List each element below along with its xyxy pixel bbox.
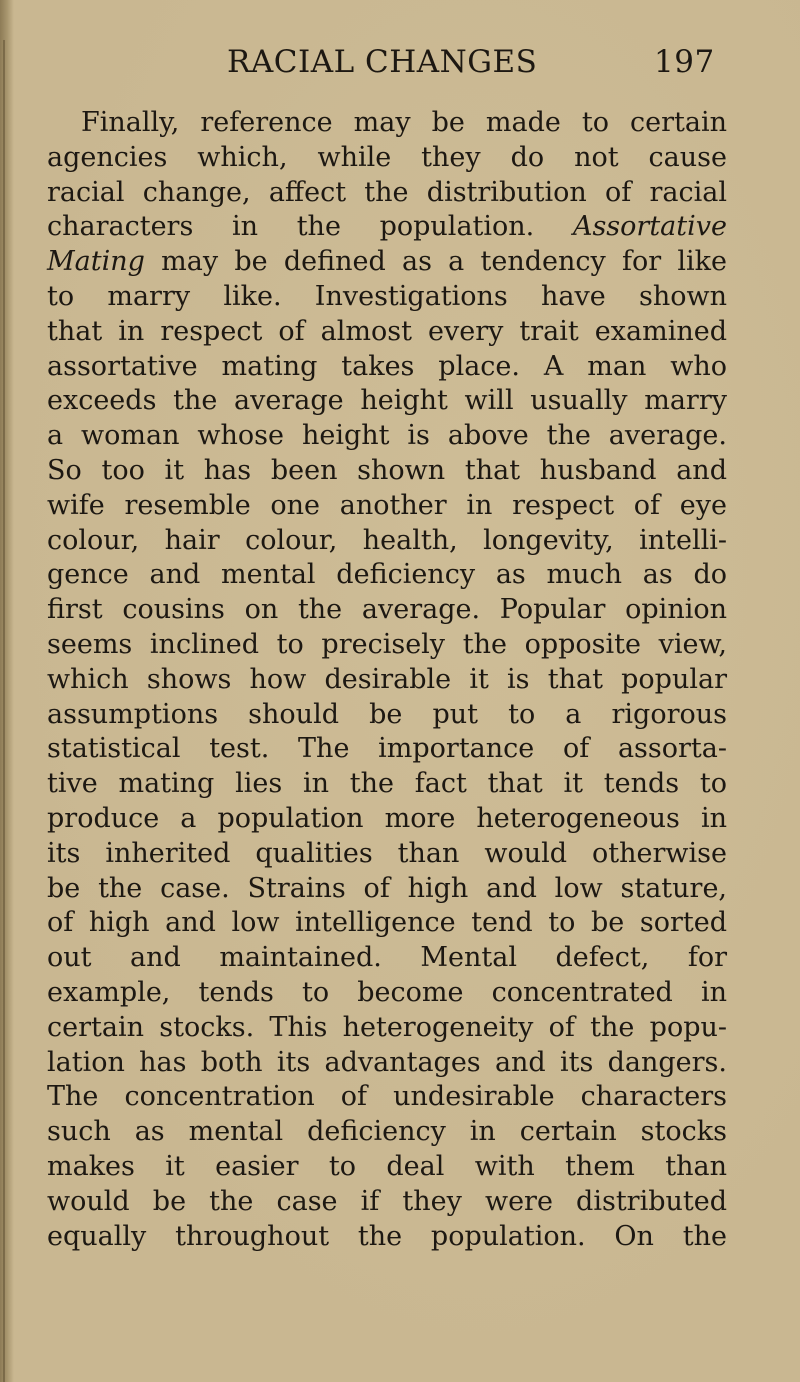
- text-line: makes it easier to deal with them than: [47, 1150, 727, 1182]
- text-segment: characters in the population.: [47, 211, 535, 243]
- running-head: [0, 44, 800, 94]
- page-number: 197: [654, 44, 715, 80]
- text-line: example, tends to become concentrated in: [47, 976, 727, 1008]
- text-line: produce a population more heterogeneous in: [47, 802, 727, 834]
- text-line: gence and mental deficiency as much as do: [47, 559, 727, 591]
- text-line: would be the case if they were distributed: [47, 1185, 727, 1217]
- text-line: statistical test. The importance of assorta-: [47, 733, 727, 765]
- text-line: which shows how desirable it is that popular: [47, 663, 727, 695]
- italic-term: Assortative: [572, 211, 727, 243]
- running-title: RACIAL CHANGES: [227, 44, 538, 80]
- page-gutter-shadow: [0, 0, 14, 1382]
- text-line: that in respect of almost every trait examined: [47, 315, 727, 347]
- text-line: of high and low intelligence tend to be sorted: [47, 907, 727, 939]
- text-segment: may be defined as a tendency for like: [161, 246, 727, 278]
- text-line: assortative mating takes place. A man who: [47, 350, 727, 382]
- text-line: tive mating lies in the fact that it tends to: [47, 768, 727, 800]
- text-line: certain stocks. This heterogeneity of the popu-: [47, 1011, 727, 1043]
- text-line: agencies which, while they do not cause: [47, 141, 727, 173]
- text-line: So too it has been shown that husband and: [47, 454, 727, 486]
- italic-term: Mating: [47, 246, 145, 278]
- text-line: equally throughout the population. On the: [47, 1220, 727, 1252]
- text-line: to marry like. Investigations have shown: [47, 280, 727, 312]
- text-line: racial change, affect the distribution of racial: [47, 176, 727, 208]
- gutter-edge-line: [3, 40, 5, 1382]
- text-line: assumptions should be put to a rigorous: [47, 698, 727, 730]
- text-line: seems inclined to precisely the opposite view,: [47, 628, 727, 660]
- text-line: colour, hair colour, health, longevity, intelli-: [47, 524, 727, 556]
- body-paragraph: [47, 106, 727, 1254]
- text-line: The concentration of undesirable characters: [47, 1081, 727, 1113]
- text-line: lation has both its advantages and its dangers.: [47, 1046, 727, 1078]
- text-line: first cousins on the average. Popular opinion: [47, 594, 727, 626]
- text-line: be the case. Strains of high and low stature,: [47, 872, 727, 904]
- text-line: [47, 245, 727, 280]
- text-line: its inherited qualities than would otherwise: [47, 837, 727, 869]
- text-line: wife resemble one another in respect of eye: [47, 489, 727, 521]
- text-line: exceeds the average height will usually marry: [47, 385, 727, 417]
- text-line: a woman whose height is above the average.: [47, 420, 727, 452]
- text-line: [47, 210, 727, 245]
- text-line: out and maintained. Mental defect, for: [47, 942, 727, 974]
- text-line: Finally, reference may be made to certain: [81, 107, 727, 138]
- text-line: such as mental deficiency in certain stocks: [47, 1116, 727, 1148]
